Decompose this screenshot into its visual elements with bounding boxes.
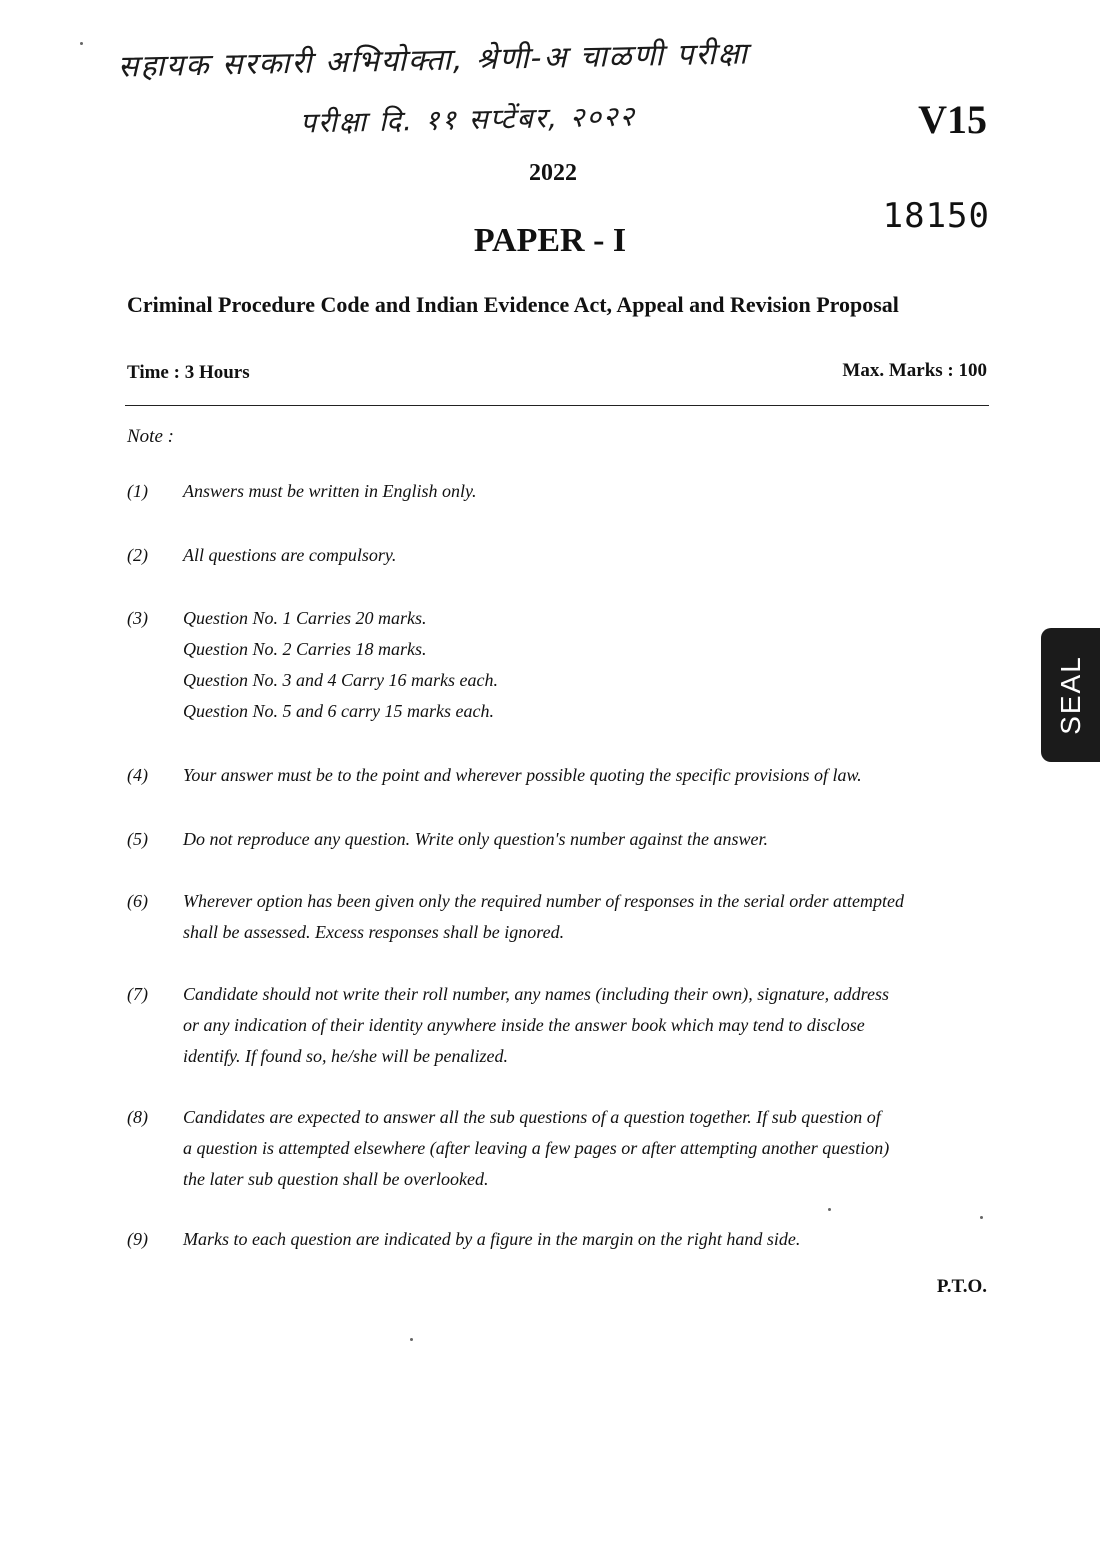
paper-title: PAPER - I <box>473 222 627 259</box>
scan-speck <box>410 1338 413 1341</box>
scan-speck <box>828 1208 831 1211</box>
note-line: Marks to each question are indicated by a figure in the margin on the right hand side. <box>183 1229 801 1249</box>
note-number: (1) <box>127 481 148 501</box>
note-line: Question No. 5 and 6 carry 15 marks each. <box>183 701 494 721</box>
scan-speck <box>980 1216 983 1219</box>
note-line: Do not reproduce any question. Write only question's number against the answer. <box>183 829 768 849</box>
note-number: (6) <box>127 891 148 911</box>
note-number: (2) <box>127 545 148 565</box>
note-number: (5) <box>127 829 148 849</box>
scan-speck <box>80 42 83 45</box>
serial-number: 18150 <box>882 196 990 236</box>
note-number: (9) <box>127 1229 148 1249</box>
header-divider <box>125 405 989 406</box>
note-line: Question No. 1 Carries 20 marks. <box>183 608 427 628</box>
note-number: (4) <box>127 765 148 785</box>
max-marks: Max. Marks : 100 <box>842 360 987 381</box>
time-allowed: Time : 3 Hours <box>127 362 250 383</box>
handwritten-exam-name: सहायक सरकारी अभियोक्ता, श्रेणी-अ चाळणी परीक्षा <box>117 36 750 85</box>
note-line: Question No. 2 Carries 18 marks. <box>183 639 427 659</box>
note-line: identify. If found so, he/she will be penalized. <box>183 1046 508 1066</box>
please-turn-over: P.T.O. <box>936 1276 987 1297</box>
note-line: shall be assessed. Excess responses shall be ignored. <box>183 922 565 942</box>
note-heading: Note : <box>127 426 174 447</box>
handwritten-exam-date: परीक्षा दि. ११ सप्टेंबर, २०२२ <box>299 99 637 140</box>
note-number: (7) <box>127 984 148 1004</box>
note-line: Candidate should not write their roll number, any names (including their own), signature, address <box>183 984 889 1004</box>
note-line: Your answer must be to the point and wherever possible quoting the specific provisions of law. <box>183 765 862 785</box>
note-number: (8) <box>127 1107 148 1127</box>
seal-label: SEAL <box>1054 655 1086 735</box>
note-line: the later sub question shall be overlooked. <box>183 1169 489 1189</box>
note-line: a question is attempted elsewhere (after leaving a few pages or after attempting another question) <box>183 1138 890 1158</box>
seal-tab <box>1041 628 1100 762</box>
note-number: (3) <box>127 608 148 628</box>
note-line: Candidates are expected to answer all the sub questions of a question together. If sub question of <box>183 1107 881 1127</box>
subject-title: Criminal Procedure Code and Indian Evidence Act, Appeal and Revision Proposal <box>127 292 899 317</box>
exam-year: 2022 <box>529 160 577 186</box>
paper-code: V15 <box>918 97 987 142</box>
note-line: Question No. 3 and 4 Carry 16 marks each. <box>183 670 498 690</box>
note-line: Answers must be written in English only. <box>183 481 477 501</box>
note-line: All questions are compulsory. <box>183 545 397 565</box>
note-line: or any indication of their identity anywhere inside the answer book which may tend to disclose <box>183 1015 865 1035</box>
note-line: Wherever option has been given only the required number of responses in the serial order attempted <box>183 891 905 911</box>
